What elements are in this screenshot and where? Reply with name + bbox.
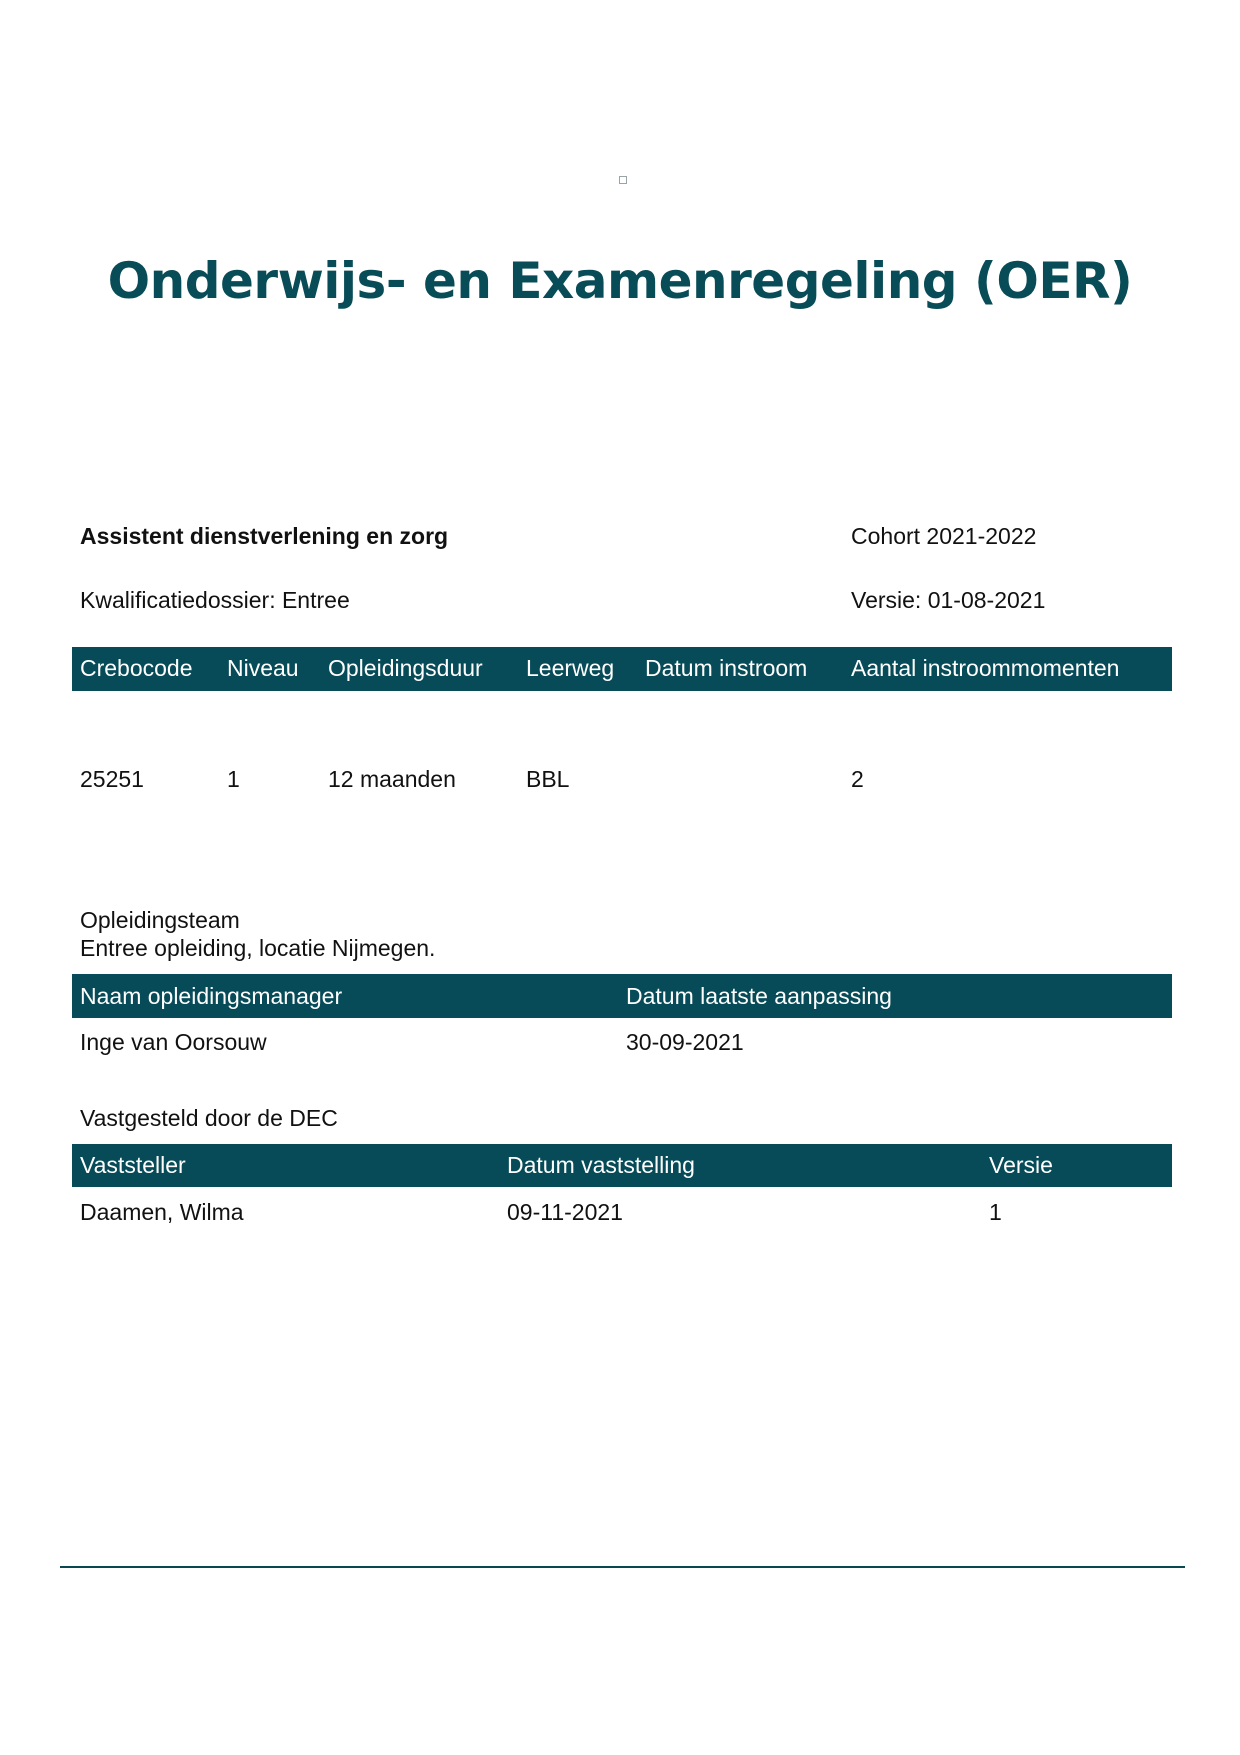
cell-manager-name: Inge van Oorsouw: [80, 1029, 267, 1055]
page-title: Onderwijs- en Examenregeling (OER): [107, 252, 1133, 310]
header-leerweg: Leerweg: [526, 655, 615, 681]
cell-opleidingsduur: 12 maanden: [328, 766, 456, 792]
team-name: Entree opleiding, locatie Nijmegen.: [80, 935, 436, 961]
table-row: [72, 1198, 1172, 1228]
cohort-label: Cohort 2021-2022: [851, 523, 1037, 549]
header-versie: Versie: [989, 1152, 1053, 1178]
manager-table-header: [72, 974, 1172, 1018]
header-vaststeller: Vaststeller: [80, 1152, 186, 1178]
cell-leerweg: BBL: [526, 766, 570, 792]
version-label: Versie: 01-08-2021: [851, 587, 1046, 613]
table-row: [72, 765, 1172, 795]
program-table-header: [72, 647, 1172, 691]
header-datum-laatste-aanpassing: Datum laatste aanpassing: [626, 983, 892, 1009]
dec-label: Vastgesteld door de DEC: [80, 1105, 338, 1131]
header-datum-instroom: Datum instroom: [645, 655, 808, 681]
cell-niveau: 1: [227, 766, 240, 792]
header-niveau: Niveau: [227, 655, 299, 681]
cell-crebocode: 25251: [80, 766, 144, 792]
qualification-label: Kwalificatiedossier: Entree: [80, 587, 350, 613]
header-opleidingsduur: Opleidingsduur: [328, 655, 483, 681]
header-datum-vaststelling: Datum vaststelling: [507, 1152, 695, 1178]
cell-versie: 1: [989, 1199, 1002, 1225]
header-naam-opleidingsmanager: Naam opleidingsmanager: [80, 983, 343, 1009]
header-aantal-instroommomenten: Aantal instroommomenten: [851, 655, 1120, 681]
header-crebocode: Crebocode: [80, 655, 193, 681]
program-name: Assistent dienstverlening en zorg: [80, 523, 449, 549]
table-row: [72, 1028, 1172, 1058]
cell-vaststeller: Daamen, Wilma: [80, 1199, 244, 1225]
cell-datum-vaststelling: 09-11-2021: [507, 1199, 623, 1225]
footer-divider: [60, 1566, 1185, 1568]
image-placeholder-icon: [619, 176, 627, 184]
cell-aantal-instroommomenten: 2: [851, 766, 864, 792]
team-label: Opleidingsteam: [80, 907, 240, 933]
dec-table-header: [72, 1144, 1172, 1187]
cell-last-modified: 30-09-2021: [626, 1029, 744, 1055]
